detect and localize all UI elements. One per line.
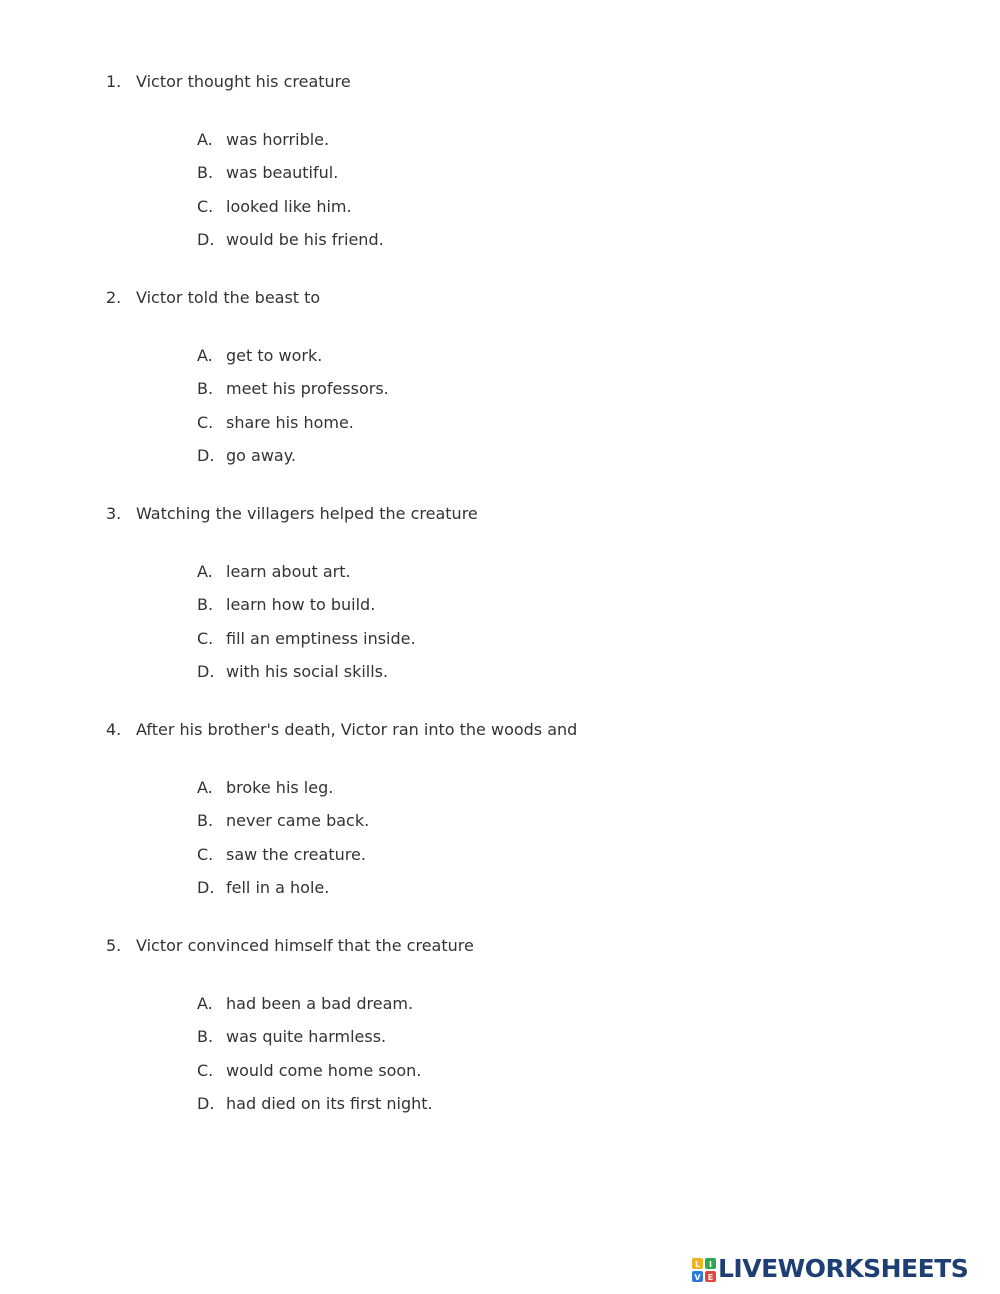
option-text: share his home. (226, 413, 354, 432)
option-text: meet his professors. (226, 379, 389, 398)
question-5 (0, 934, 1000, 1150)
option-letter: C. (197, 413, 214, 432)
icon-letter-v: V (694, 1273, 701, 1282)
question-3 (0, 502, 1000, 718)
question-prompt (0, 502, 1000, 526)
option-text: had died on its first night. (226, 1094, 433, 1113)
option-letter: B. (197, 811, 214, 830)
option-letter: C. (197, 845, 214, 864)
option-text: go away. (226, 446, 296, 465)
option-text: learn about art. (226, 562, 351, 581)
option-text: was beautiful. (226, 163, 339, 182)
question-number: 2. (106, 288, 122, 307)
answer-option[interactable] (0, 593, 1000, 617)
answer-option[interactable] (0, 411, 1000, 435)
question-text: Watching the villagers helped the creature (136, 504, 478, 523)
option-letter: B. (197, 1027, 214, 1046)
question-1 (0, 70, 1000, 286)
question-number: 5. (106, 936, 122, 955)
question-prompt (0, 70, 1000, 94)
option-letter: A. (197, 778, 213, 797)
question-number: 4. (106, 720, 122, 739)
answer-option[interactable] (0, 627, 1000, 651)
option-letter: B. (197, 163, 214, 182)
question-prompt (0, 718, 1000, 742)
icon-letter-l: L (694, 1260, 701, 1269)
option-letter: A. (197, 346, 213, 365)
answer-option[interactable] (0, 776, 1000, 800)
option-letter: A. (197, 562, 213, 581)
option-text: was horrible. (226, 130, 330, 149)
answer-option[interactable] (0, 992, 1000, 1016)
icon-letter-i: I (709, 1260, 712, 1269)
option-letter: B. (197, 379, 214, 398)
option-text: fill an emptiness inside. (226, 629, 416, 648)
option-text: was quite harmless. (226, 1027, 387, 1046)
option-text: saw the creature. (226, 845, 366, 864)
option-letter: D. (197, 662, 215, 681)
question-text: Victor told the beast to (136, 288, 321, 307)
answer-option[interactable] (0, 660, 1000, 684)
option-text: looked like him. (226, 197, 352, 216)
question-4 (0, 718, 1000, 934)
icon-letter-e: E (707, 1273, 714, 1282)
question-number: 3. (106, 504, 122, 523)
answer-option[interactable] (0, 195, 1000, 219)
question-2 (0, 286, 1000, 502)
answer-option[interactable] (0, 161, 1000, 185)
option-letter: C. (197, 197, 214, 216)
option-letter: C. (197, 629, 214, 648)
answer-option[interactable] (0, 809, 1000, 833)
question-text: Victor convinced himself that the creature (136, 936, 474, 955)
option-letter: C. (197, 1061, 214, 1080)
question-text: Victor thought his creature (136, 72, 351, 91)
question-prompt (0, 934, 1000, 958)
answer-option[interactable] (0, 444, 1000, 468)
live-blocks-icon (692, 1258, 716, 1282)
answer-option[interactable] (0, 377, 1000, 401)
answer-option[interactable] (0, 843, 1000, 867)
option-text: had been a bad dream. (226, 994, 414, 1013)
question-text: After his brother's death, Victor ran into the woods and (136, 720, 578, 739)
brand-name: LIVEWORKSHEETS (718, 1254, 969, 1283)
option-text: learn how to build. (226, 595, 376, 614)
option-letter: A. (197, 994, 213, 1013)
answer-option[interactable] (0, 560, 1000, 584)
option-text: never came back. (226, 811, 370, 830)
answer-option[interactable] (0, 876, 1000, 900)
option-text: get to work. (226, 346, 323, 365)
option-text: broke his leg. (226, 778, 334, 797)
answer-option[interactable] (0, 1092, 1000, 1116)
option-letter: D. (197, 878, 215, 897)
option-text: fell in a hole. (226, 878, 330, 897)
option-text: would come home soon. (226, 1061, 422, 1080)
option-text: with his social skills. (226, 662, 389, 681)
option-letter: D. (197, 230, 215, 249)
option-text: would be his friend. (226, 230, 384, 249)
answer-option[interactable] (0, 1025, 1000, 1049)
question-number: 1. (106, 72, 122, 91)
question-prompt (0, 286, 1000, 310)
option-letter: D. (197, 1094, 215, 1113)
option-letter: B. (197, 595, 214, 614)
answer-option[interactable] (0, 128, 1000, 152)
answer-option[interactable] (0, 228, 1000, 252)
answer-option[interactable] (0, 344, 1000, 368)
liveworksheets-logo (690, 1254, 990, 1284)
option-letter: A. (197, 130, 213, 149)
option-letter: D. (197, 446, 215, 465)
answer-option[interactable] (0, 1059, 1000, 1083)
